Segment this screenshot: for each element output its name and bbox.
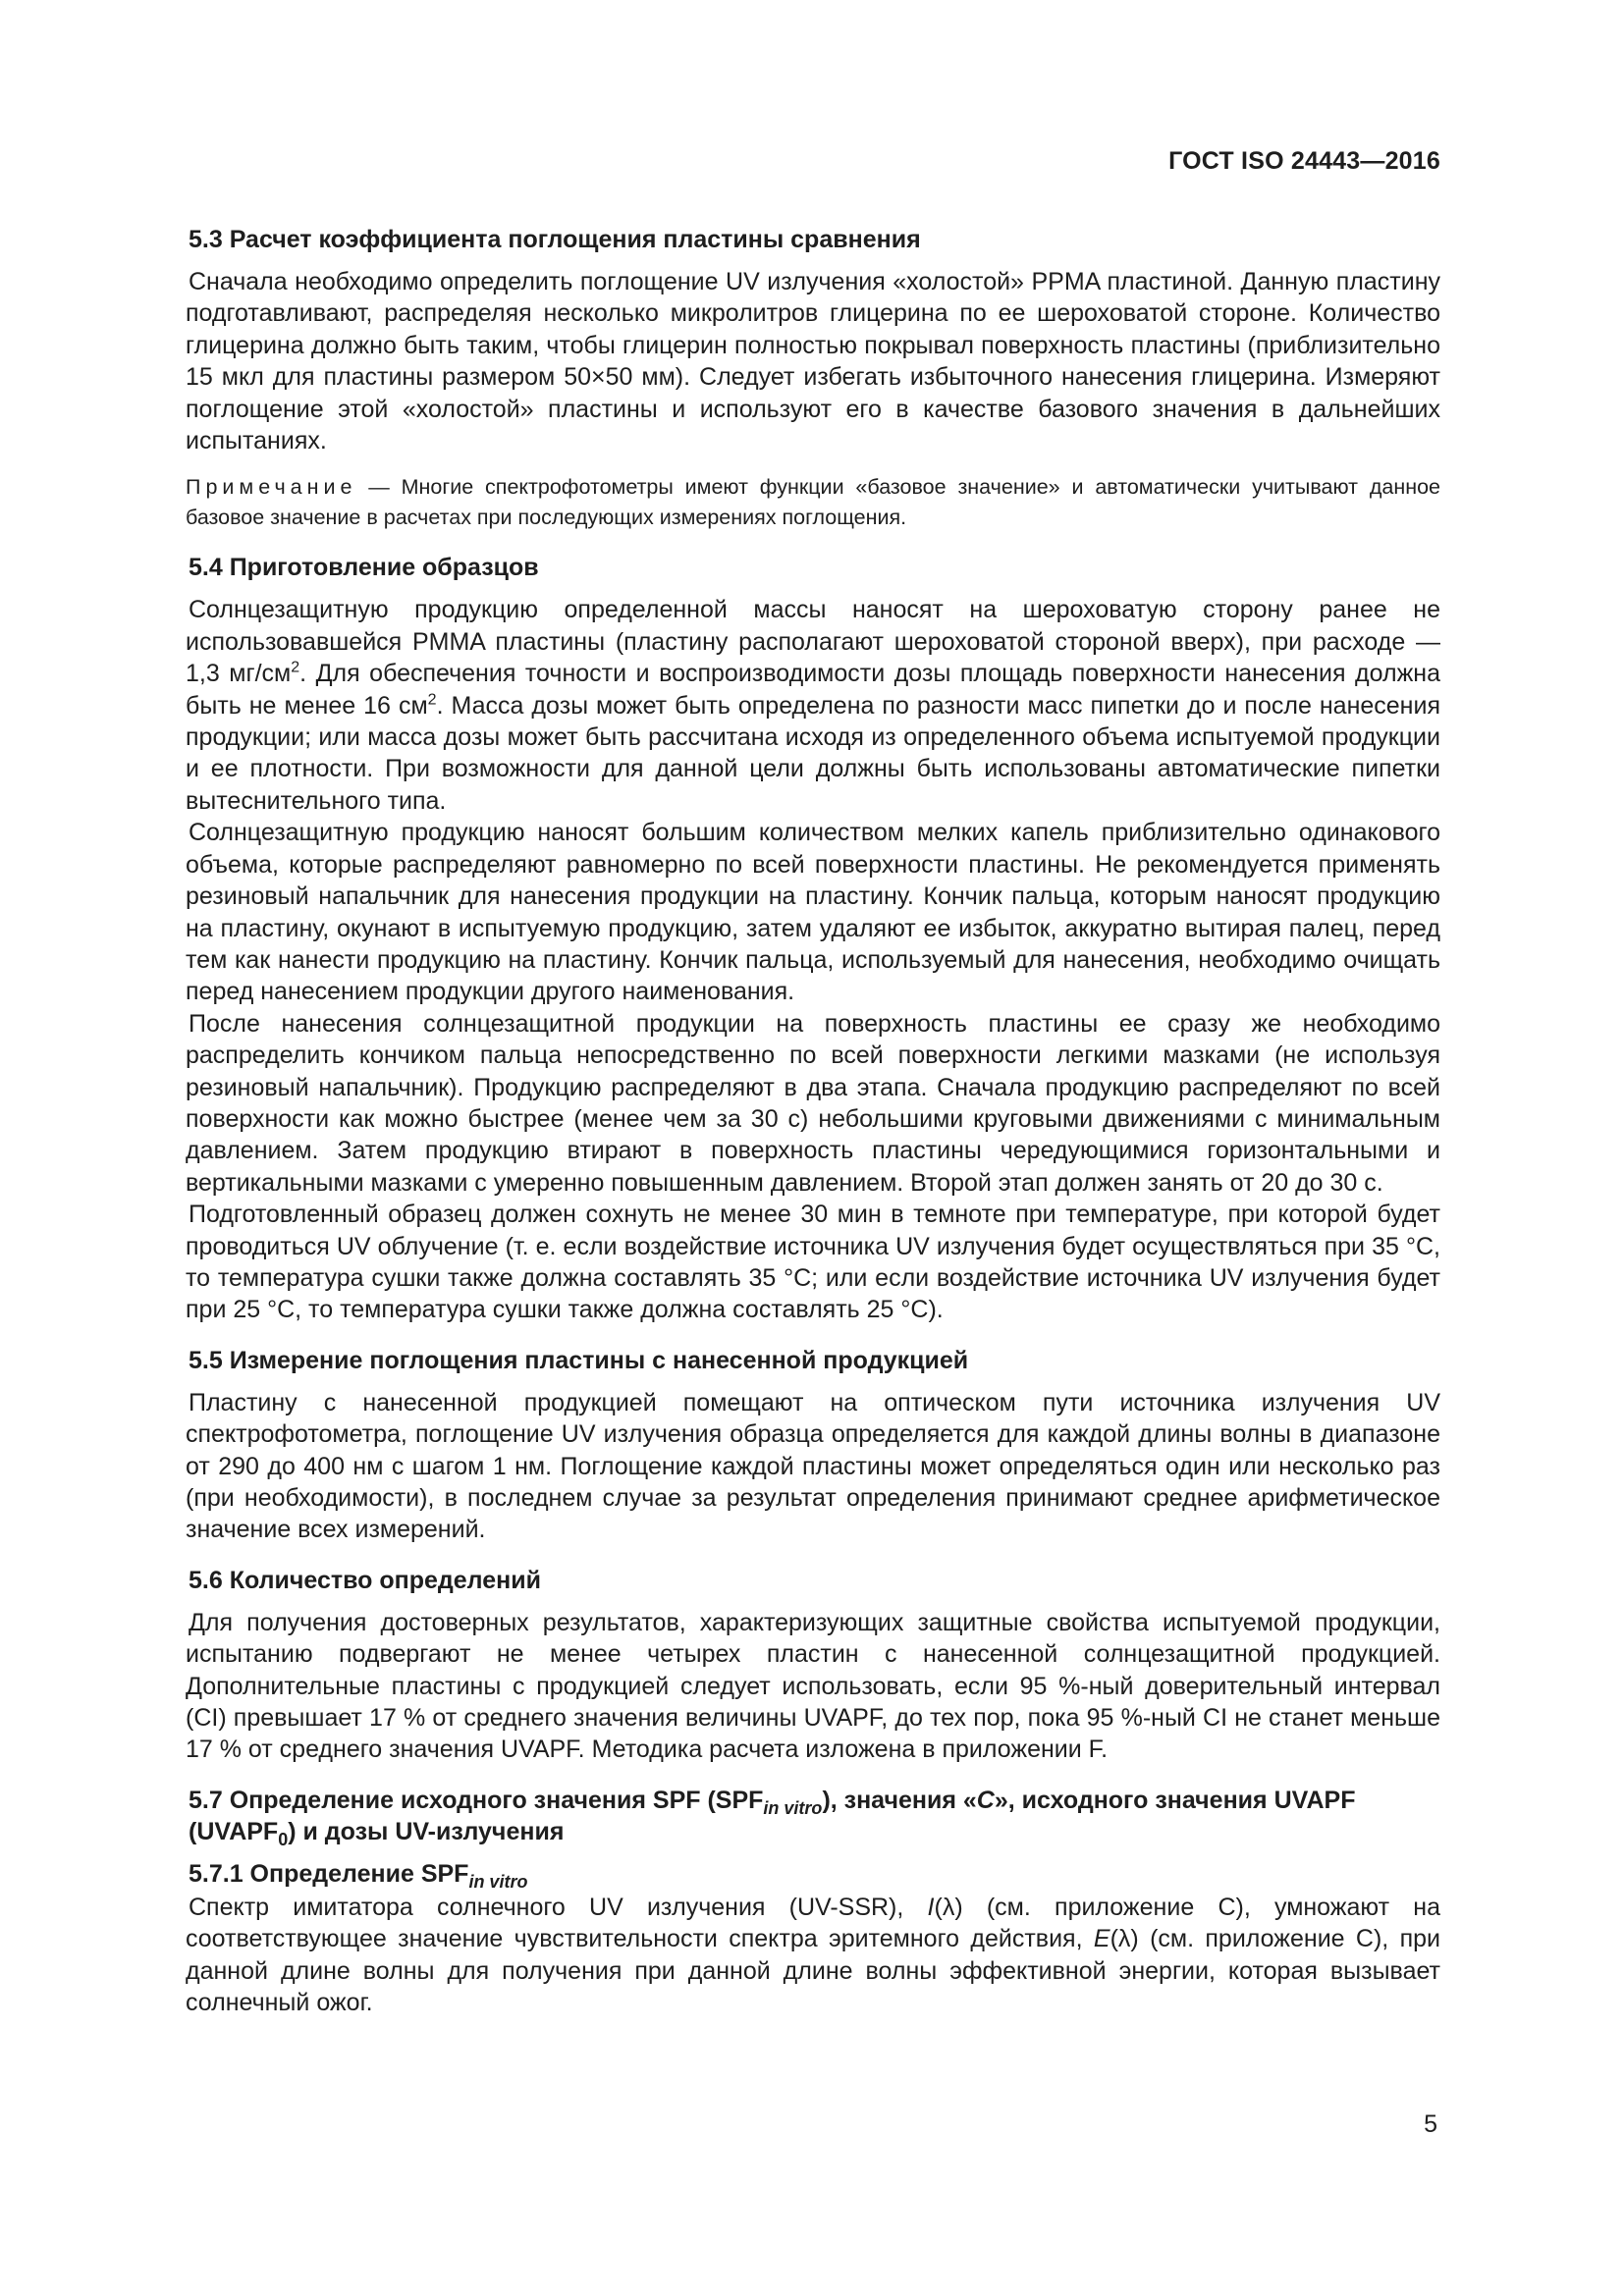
subscript: in vitro — [763, 1797, 823, 1818]
text-run: (λ) (см. приложение С), при данной длине волны для получения при данной длине волны эффективной энергии, которая вызывает солнечный ожог. — [186, 1925, 1440, 2017]
superscript: 2 — [291, 659, 300, 676]
italic-symbol: I — [927, 1893, 935, 1921]
text-run: . Масса дозы может быть определена по разности масс пипетки до и после нанесения продукции; или масса дозы может быть рассчитана исходя из определенного объема испытуемой продукции и ее плотности. При возможности для данной цели должны быть использованы автоматические пипетки вытеснительного типа. — [186, 691, 1440, 815]
note-label: Примечание — [186, 475, 357, 500]
section-5-7-heading — [189, 1785, 1440, 1847]
subscript: in vitro — [468, 1871, 528, 1892]
section-5-7-1-heading — [189, 1858, 1440, 1890]
section-5-3-note — [186, 472, 1440, 533]
document-body — [186, 224, 1440, 2018]
section-5-4-paragraph-3: После нанесения солнцезащитной продукции на поверхность пластины ее сразу же необходимо распределить кончиком пальца непосредственно по всей поверхности легкими мазками (не используя резиновый напальчник). Продукцию распределяют в два этапа. Сначала продукцию распределяют по всей поверхности как можно быстрее (менее чем за 30 с) небольшими круговыми движениями с минимальным давлением. Затем продукцию втирают в поверхность пластины чередующимися горизонтальными и вертикальными мазками с умеренно повышенным давлением. Второй этап должен занять от 20 до 30 с. — [186, 1009, 1440, 1197]
note-text: — Многие спектрофотометры имеют функции «базовое значение» и автоматически учитывают данное базовое значение в расчетах при последующих измерениях поглощения. — [186, 475, 1440, 530]
subscript: 0 — [278, 1829, 289, 1849]
text-run: Солнцезащитную продукцию определенной массы наносят на шероховатую сторону ранее не использовавшейся PMMA пластины (пластину располагают шероховатой стороной вверх), при расходе — 1,3 мг/см — [186, 596, 1440, 688]
text-run: 5.7 Определение исходного значения SPF (SPF — [189, 1786, 764, 1814]
superscript: 2 — [427, 691, 437, 709]
text-run: . Для обеспечения точности и воспроизводимости дозы площадь поверхности нанесения должна быть не менее 16 см — [186, 660, 1441, 720]
section-5-3-paragraph: Сначала необходимо определить поглощение UV излучения «холостой» PPMA пластиной. Данную пластину подготавливают, распределяя несколько микролитров глицерина по ее шероховатой стороне. Количество глицерина должно быть таким, чтобы глицерин полностью покрывал поверхность пластины (приблизительно 15 мкл для пластины размером 50×50 мм). Следует избегать избыточного нанесения глицерина. Измеряют поглощение этой «холостой» пластины и используют его в качестве базового значения в дальнейших испытаниях. — [186, 268, 1440, 455]
text-run: ), значения « — [822, 1786, 977, 1814]
text-run: (λ) (см. приложение С), умножают на соответствующее значение чувствительности спектра эритемного действия, — [186, 1893, 1441, 1953]
section-5-7-1-paragraph — [186, 1892, 1440, 2019]
section-5-4-paragraph-2: Солнцезащитную продукцию наносят большим количеством мелких капель приблизительно одинакового объема, которые распределяют равномерно по всей поверхности пластины. Не рекомендуется применять резиновый напальчник для нанесения продукции на пластину. Кончик пальца, которым наносят продукцию на пластину, окунают в испытуемую продукцию, затем удаляют ее избыток, аккуратно вытирая палец, перед тем как нанести продукцию на пластину. Кончик пальца, используемый для нанесения, необходимо очищать перед нанесением продукции другого наименования. — [186, 819, 1440, 1006]
standard-code-header: ГОСТ ISO 24443—2016 — [1168, 147, 1440, 175]
section-5-5-heading: 5.5 Измерение поглощения пластины с нанесенной продукцией — [189, 1346, 969, 1374]
italic-symbol: E — [1093, 1925, 1110, 1953]
page-number: 5 — [1424, 2110, 1437, 2138]
section-5-5-paragraph: Пластину с нанесенной продукцией помещают на оптическом пути источника излучения UV спектрофотометра, поглощение UV излучения образца определяется для каждой длины волны в диапазоне от 290 до 400 нм с шагом 1 нм. Поглощение каждой пластины может определяться один или несколько раз (при необходимости), в последнем случае за результат определения принимают среднее арифметическое значение всех измерений. — [186, 1388, 1440, 1544]
section-5-4-heading: 5.4 Приготовление образцов — [189, 554, 539, 582]
text-run: 5.7.1 Определение SPF — [189, 1859, 469, 1888]
text-run: », исходного значения UVAPF (UVAPF — [189, 1786, 1356, 1845]
text-run: ) и дозы UV-излучения — [288, 1817, 565, 1845]
section-5-4-paragraph-1 — [186, 594, 1440, 817]
section-5-4-paragraph-4: Подготовленный образец должен сохнуть не менее 30 мин в темноте при температуре, при которой будет проводиться UV облучение (т. е. если воздействие источника UV излучения будет осуществляться при 35 °С, то температура сушки также должна составлять 35 °С; или если воздействие источника UV излучения будет при 25 °С, то температура сушки также должна составлять 25 °С). — [186, 1201, 1440, 1324]
italic-symbol: C — [976, 1786, 995, 1814]
section-5-6-heading: 5.6 Количество определений — [189, 1566, 541, 1594]
section-5-6-paragraph: Для получения достоверных результатов, характеризующих защитные свойства испытуемой продукции, испытанию подвергают не менее четырех пластин с нанесенной солнцезащитной продукцией. Дополнительные пластины с продукцией следует использовать, если 95 %-ный доверительный интервал (CI) превышает 17 % от среднего значения величины UVAPF, до тех пор, пока 95 %-ный CI не станет меньше 17 % от среднего значения UVAPF. Методика расчета изложена в приложении F. — [186, 1608, 1440, 1764]
text-run: Спектр имитатора солнечного UV излучения (UV-SSR), — [189, 1893, 928, 1921]
section-5-3-heading: 5.3 Расчет коэффициента поглощения пластины сравнения — [189, 226, 921, 253]
